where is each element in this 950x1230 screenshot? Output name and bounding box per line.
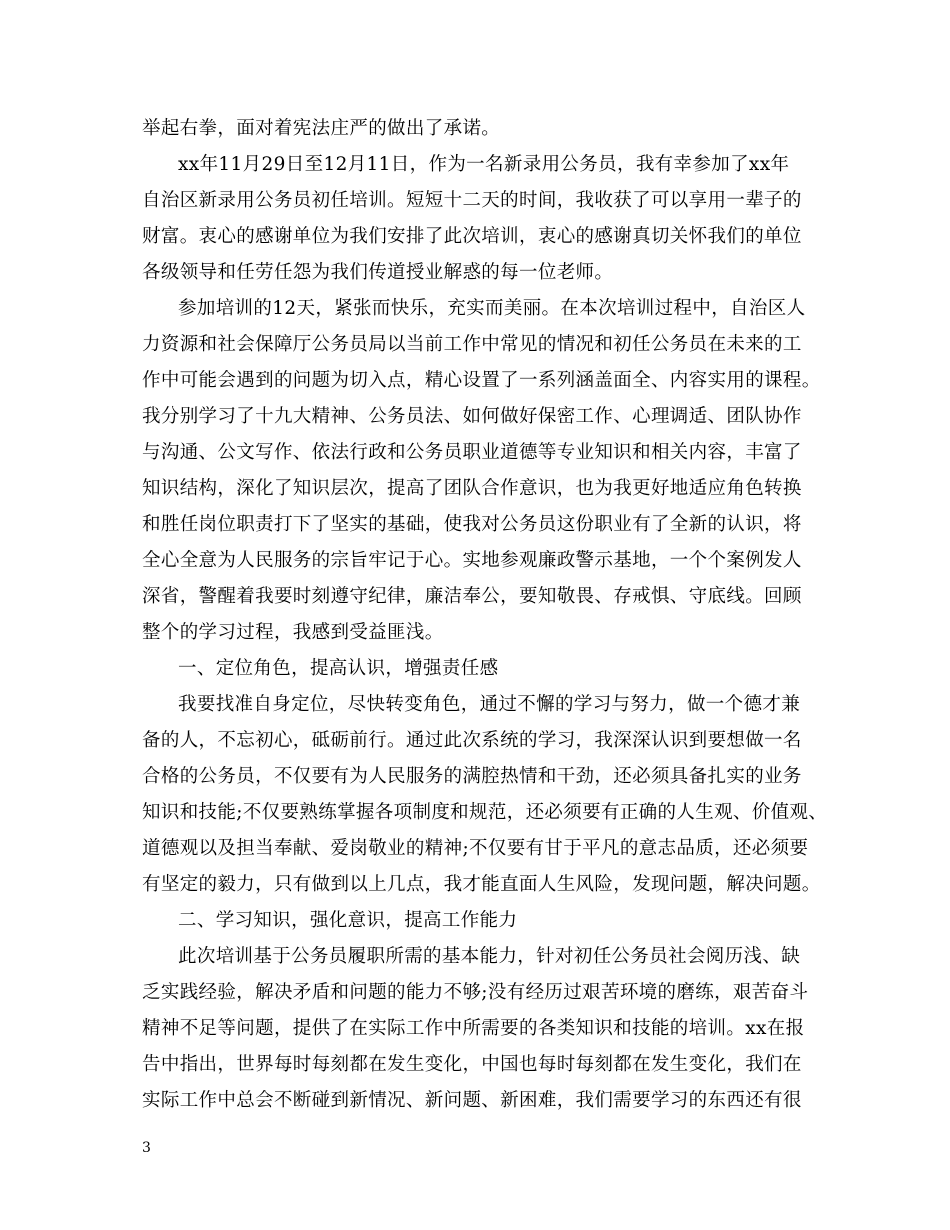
text-line: 备的人，不忘初心，砥砺前行。通过此次系统的学习，我深深认识到要想做一名 <box>142 730 802 751</box>
text-line: 实际工作中总会不断碰到新情况、新问题、新困难，我们需要学习的东西还有很 <box>142 1090 802 1111</box>
page-number: 3 <box>142 1140 151 1156</box>
section-heading: 二、学习知识，强化意识，提高工作能力 <box>178 910 518 931</box>
text-line: 和胜任岗位职责打下了坚实的基础，使我对公务员这份职业有了全新的认识，将 <box>142 514 802 535</box>
text-line: 精神不足等问题，提供了在实际工作中所需要的各类知识和技能的培训。xx在报 <box>142 1018 805 1039</box>
text-line: 各级领导和任劳任怨为我们传道授业解惑的每一位老师。 <box>142 262 614 283</box>
text-line: 知识和技能;不仅要熟练掌握各项制度和规范，还必须要有正确的人生观、价值观、 <box>142 802 828 823</box>
text-line: xx年11月29日至12月11日，作为一名新录用公务员，我有幸参加了xx年 <box>178 154 790 175</box>
text-line: 合格的公务员，不仅要有为人民服务的满腔热情和干劲，还必须具备扎实的业务 <box>142 766 802 787</box>
text-line: 知识结构，深化了知识层次，提高了团队合作意识，也为我更好地适应角色转换 <box>142 478 802 499</box>
text-line: 整个的学习过程，我感到受益匪浅。 <box>142 622 444 643</box>
text-line: 告中指出，世界每时每刻都在发生变化，中国也每时每刻都在发生变化，我们在 <box>142 1054 802 1075</box>
section-heading: 一、定位角色，提高认识，增强责任感 <box>178 658 499 679</box>
text-line: 全心全意为人民服务的宗旨牢记于心。实地参观廉政警示基地，一个个案例发人 <box>142 550 802 571</box>
text-line: 举起右拳，面对着宪法庄严的做出了承诺。 <box>142 118 501 139</box>
text-line: 自治区新录用公务员初任培训。短短十二天的时间，我收获了可以享用一辈子的 <box>142 190 802 211</box>
text-line: 作中可能会遇到的问题为切入点，精心设置了一系列涵盖面全、内容实用的课程。 <box>142 370 821 391</box>
text-line: 参加培训的12天，紧张而快乐，充实而美丽。在本次培训过程中，自治区人 <box>178 298 806 319</box>
text-line: 深省，警醒着我要时刻遵守纪律，廉洁奉公，要知敬畏、存戒惧、守底线。回顾 <box>142 586 802 607</box>
text-line: 此次培训基于公务员履职所需的基本能力，针对初任公务员社会阅历浅、缺 <box>178 946 801 967</box>
text-line: 道德观以及担当奉献、爱岗敬业的精神;不仅要有甘于平凡的意志品质，还必须要 <box>142 838 809 859</box>
text-line: 我要找准自身定位，尽快转变角色，通过不懈的学习与努力，做一个德才兼 <box>178 694 801 715</box>
text-line: 乏实践经验，解决矛盾和问题的能力不够;没有经历过艰苦环境的磨练，艰苦奋斗 <box>142 982 809 1003</box>
text-line: 力资源和社会保障厅公务员局以当前工作中常见的情况和初任公务员在未来的工 <box>142 334 802 355</box>
text-line: 我分别学习了十九大精神、公务员法、如何做好保密工作、心理调适、团队协作 <box>142 406 802 427</box>
text-line: 财富。衷心的感谢单位为我们安排了此次培训，衷心的感谢真切关怀我们的单位 <box>142 226 802 247</box>
text-line: 有坚定的毅力，只有做到以上几点，我才能直面人生风险，发现问题，解决问题。 <box>142 874 821 895</box>
text-line: 与沟通、公文写作、依法行政和公务员职业道德等专业知识和相关内容，丰富了 <box>142 442 802 463</box>
